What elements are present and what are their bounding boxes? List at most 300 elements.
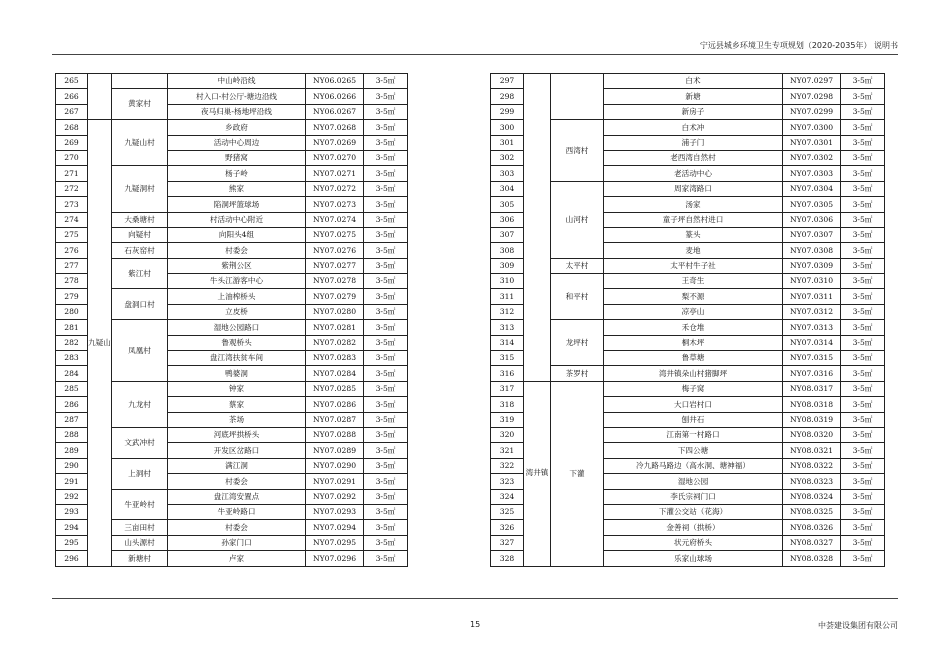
right-toilet-table (490, 73, 885, 567)
village-cell: 龙坪村 (551, 320, 604, 366)
location-cell: 活动中心周边 (168, 135, 306, 150)
location-cell: 上油榨桥头 (168, 289, 306, 304)
area-cell: 3-5㎡ (364, 320, 408, 335)
area-cell: 3-5㎡ (841, 135, 885, 150)
row-number-cell: 280 (56, 304, 88, 319)
location-cell: 中山岭沿线 (168, 74, 306, 89)
code-cell: NY07.0277 (306, 258, 364, 273)
row-number-cell: 314 (491, 335, 524, 350)
area-cell: 3-5㎡ (841, 351, 885, 366)
location-cell: 向阳头4组 (168, 227, 306, 242)
village-cell: 向疑村 (112, 227, 168, 242)
table-row (491, 366, 885, 381)
area-cell: 3-5㎡ (364, 458, 408, 473)
location-cell: 老西湾自然村 (604, 150, 783, 165)
area-cell: 3-5㎡ (841, 120, 885, 135)
code-cell: NY07.0283 (306, 351, 364, 366)
location-cell: 紫荆公区 (168, 258, 306, 273)
code-cell: NY07.0285 (306, 381, 364, 396)
area-cell: 3-5㎡ (364, 150, 408, 165)
location-cell: 冷九路马路边（高水洞、塘神福） (604, 458, 783, 473)
row-number-cell: 285 (56, 381, 88, 396)
row-number-cell: 296 (56, 551, 88, 566)
location-cell: 汤家 (604, 197, 783, 212)
code-cell: NY08.0319 (783, 412, 841, 427)
row-number-cell: 304 (491, 181, 524, 196)
area-cell: 3-5㎡ (364, 212, 408, 227)
village-cell: 山河村 (551, 181, 604, 258)
village-cell: 盘洞口村 (112, 289, 168, 320)
area-cell: 3-5㎡ (364, 227, 408, 242)
row-number-cell: 287 (56, 412, 88, 427)
area-cell: 3-5㎡ (364, 412, 408, 427)
location-cell: 老活动中心 (604, 166, 783, 181)
code-cell: NY07.0310 (783, 274, 841, 289)
location-cell: 杨子岭 (168, 166, 306, 181)
row-number-cell: 279 (56, 289, 88, 304)
row-number-cell: 299 (491, 104, 524, 119)
row-number-cell: 317 (491, 381, 524, 396)
code-cell: NY07.0291 (306, 474, 364, 489)
row-number-cell: 325 (491, 504, 524, 519)
location-cell: 陷洞坪篮球场 (168, 197, 306, 212)
area-cell: 3-5㎡ (841, 74, 885, 89)
row-number-cell: 270 (56, 150, 88, 165)
area-cell: 3-5㎡ (841, 474, 885, 489)
village-cell: 和平村 (551, 274, 604, 320)
location-cell: 鲁草塘 (604, 351, 783, 366)
table-row (491, 274, 885, 289)
row-number-cell: 282 (56, 335, 88, 350)
code-cell: NY07.0274 (306, 212, 364, 227)
code-cell: NY07.0292 (306, 489, 364, 504)
area-cell: 3-5㎡ (841, 535, 885, 550)
table-row (56, 74, 408, 89)
row-number-cell: 290 (56, 458, 88, 473)
location-cell: 大口岩村口 (604, 397, 783, 412)
code-cell: NY08.0318 (783, 397, 841, 412)
row-number-cell: 319 (491, 412, 524, 427)
area-cell: 3-5㎡ (841, 150, 885, 165)
location-cell: 刨井石 (604, 412, 783, 427)
location-cell: 牛头江游客中心 (168, 274, 306, 289)
village-cell: 茶罗村 (551, 366, 604, 381)
area-cell: 3-5㎡ (841, 520, 885, 535)
code-cell: NY07.0311 (783, 289, 841, 304)
area-cell: 3-5㎡ (841, 104, 885, 119)
row-number-cell: 293 (56, 504, 88, 519)
code-cell: NY08.0323 (783, 474, 841, 489)
code-cell: NY07.0299 (783, 104, 841, 119)
location-cell: 白术冲 (604, 120, 783, 135)
location-cell: 周家湾路口 (604, 181, 783, 196)
row-number-cell: 295 (56, 535, 88, 550)
code-cell: NY07.0275 (306, 227, 364, 242)
row-number-cell: 324 (491, 489, 524, 504)
code-cell: NY07.0287 (306, 412, 364, 427)
table-row (491, 74, 885, 89)
row-number-cell: 310 (491, 274, 524, 289)
row-number-cell: 316 (491, 366, 524, 381)
code-cell: NY07.0312 (783, 304, 841, 319)
location-cell: 梨不源 (604, 289, 783, 304)
code-cell: NY07.0290 (306, 458, 364, 473)
code-cell: NY07.0303 (783, 166, 841, 181)
location-cell: 太平村牛子社 (604, 258, 783, 273)
area-cell: 3-5㎡ (364, 489, 408, 504)
village-cell: 上洞村 (112, 458, 168, 489)
area-cell: 3-5㎡ (841, 504, 885, 519)
location-cell: 湾井镇朵山村猪脚坪 (604, 366, 783, 381)
row-number-cell: 291 (56, 474, 88, 489)
code-cell: NY07.0302 (783, 150, 841, 165)
area-cell: 3-5㎡ (841, 227, 885, 242)
location-cell: 王奇生 (604, 274, 783, 289)
row-number-cell: 269 (56, 135, 88, 150)
location-cell: 孙家门口 (168, 535, 306, 550)
code-cell: NY07.0304 (783, 181, 841, 196)
row-number-cell: 281 (56, 320, 88, 335)
area-cell: 3-5㎡ (841, 274, 885, 289)
area-cell: 3-5㎡ (364, 304, 408, 319)
code-cell: NY07.0286 (306, 397, 364, 412)
code-cell: NY07.0281 (306, 320, 364, 335)
code-cell: NY06.0266 (306, 89, 364, 104)
area-cell: 3-5㎡ (841, 197, 885, 212)
code-cell: NY07.0280 (306, 304, 364, 319)
row-number-cell: 320 (491, 427, 524, 442)
location-cell: 篆头 (604, 227, 783, 242)
code-cell: NY07.0305 (783, 197, 841, 212)
village-cell: 新塘村 (112, 551, 168, 566)
village-cell: 大桑塘村 (112, 212, 168, 227)
row-number-cell: 301 (491, 135, 524, 150)
location-cell: 村活动中心附近 (168, 212, 306, 227)
row-number-cell: 298 (491, 89, 524, 104)
location-cell: 村委会 (168, 243, 306, 258)
location-cell: 江南第一村路口 (604, 427, 783, 442)
code-cell: NY08.0322 (783, 458, 841, 473)
area-cell: 3-5㎡ (841, 304, 885, 319)
code-cell: NY07.0268 (306, 120, 364, 135)
page-number: 15 (470, 620, 481, 629)
left-toilet-table (55, 73, 408, 567)
area-cell: 3-5㎡ (364, 197, 408, 212)
location-cell: 夜马归巢-杨地坪沿线 (168, 104, 306, 119)
area-cell: 3-5㎡ (841, 458, 885, 473)
row-number-cell: 274 (56, 212, 88, 227)
area-cell: 3-5㎡ (364, 104, 408, 119)
village-cell: 牛亚岭村 (112, 489, 168, 520)
table-row (491, 181, 885, 196)
location-cell: 麦地 (604, 243, 783, 258)
row-number-cell: 271 (56, 166, 88, 181)
code-cell: NY07.0295 (306, 535, 364, 550)
code-cell: NY07.0308 (783, 243, 841, 258)
area-cell: 3-5㎡ (364, 381, 408, 396)
row-number-cell: 273 (56, 197, 88, 212)
area-cell: 3-5㎡ (364, 289, 408, 304)
village-cell: 下灌 (551, 381, 604, 566)
village-cell (112, 74, 168, 89)
location-cell: 开发区岔路口 (168, 443, 306, 458)
location-cell: 童子坪自然村进口 (604, 212, 783, 227)
location-cell: 下灌公交站（花海） (604, 504, 783, 519)
location-cell: 金善祠（拱桥） (604, 520, 783, 535)
location-cell: 村委会 (168, 474, 306, 489)
code-cell: NY07.0272 (306, 181, 364, 196)
table-row (491, 258, 885, 273)
header-divider (52, 54, 898, 55)
village-cell: 九疑洞村 (112, 166, 168, 212)
row-number-cell: 303 (491, 166, 524, 181)
row-number-cell: 277 (56, 258, 88, 273)
area-cell: 3-5㎡ (841, 366, 885, 381)
row-number-cell: 312 (491, 304, 524, 319)
location-cell: 白术 (604, 74, 783, 89)
code-cell: NY07.0314 (783, 335, 841, 350)
area-cell: 3-5㎡ (841, 443, 885, 458)
row-number-cell: 286 (56, 397, 88, 412)
code-cell: NY07.0278 (306, 274, 364, 289)
location-cell: 浦子门 (604, 135, 783, 150)
row-number-cell: 297 (491, 74, 524, 89)
town-cell: 湾井镇 (524, 381, 551, 566)
area-cell: 3-5㎡ (841, 89, 885, 104)
area-cell: 3-5㎡ (841, 320, 885, 335)
code-cell: NY07.0316 (783, 366, 841, 381)
area-cell: 3-5㎡ (841, 289, 885, 304)
location-cell: 李氏宗祠门口 (604, 489, 783, 504)
area-cell: 3-5㎡ (364, 135, 408, 150)
location-cell: 湿地公园 (604, 474, 783, 489)
location-cell: 村委会 (168, 520, 306, 535)
area-cell: 3-5㎡ (364, 258, 408, 273)
table-row (491, 381, 885, 396)
table-row (491, 120, 885, 135)
row-number-cell: 305 (491, 197, 524, 212)
code-cell: NY07.0294 (306, 520, 364, 535)
area-cell: 3-5㎡ (841, 243, 885, 258)
location-cell: 乐家山球场 (604, 551, 783, 566)
location-cell: 状元府桥头 (604, 535, 783, 550)
village-cell: 山头源村 (112, 535, 168, 550)
row-number-cell: 323 (491, 474, 524, 489)
row-number-cell: 283 (56, 351, 88, 366)
code-cell: NY07.0289 (306, 443, 364, 458)
area-cell: 3-5㎡ (364, 243, 408, 258)
location-cell: 下四公塘 (604, 443, 783, 458)
location-cell: 立皮桥 (168, 304, 306, 319)
company-name: 中荟建设集团有限公司 (818, 621, 898, 630)
code-cell: NY08.0317 (783, 381, 841, 396)
location-cell: 满江洞 (168, 458, 306, 473)
row-number-cell: 306 (491, 212, 524, 227)
row-number-cell: 308 (491, 243, 524, 258)
area-cell: 3-5㎡ (841, 181, 885, 196)
code-cell: NY07.0300 (783, 120, 841, 135)
row-number-cell: 322 (491, 458, 524, 473)
row-number-cell: 300 (491, 120, 524, 135)
row-number-cell: 315 (491, 351, 524, 366)
row-number-cell: 327 (491, 535, 524, 550)
area-cell: 3-5㎡ (364, 474, 408, 489)
area-cell: 3-5㎡ (364, 520, 408, 535)
document-header: 宁远县城乡环境卫生专项规划（2020-2035年） 说明书 (699, 41, 898, 50)
code-cell: NY07.0270 (306, 150, 364, 165)
location-cell: 蔡家 (168, 397, 306, 412)
footer-divider (52, 598, 898, 599)
code-cell: NY07.0315 (783, 351, 841, 366)
area-cell: 3-5㎡ (841, 335, 885, 350)
row-number-cell: 313 (491, 320, 524, 335)
location-cell: 鲁观桥头 (168, 335, 306, 350)
town-cell (88, 74, 112, 120)
code-cell: NY08.0328 (783, 551, 841, 566)
location-cell: 凉亭山 (604, 304, 783, 319)
code-cell: NY06.0265 (306, 74, 364, 89)
row-number-cell: 328 (491, 551, 524, 566)
location-cell: 钟家 (168, 381, 306, 396)
village-cell: 黄家村 (112, 89, 168, 120)
village-cell: 文武冲村 (112, 427, 168, 458)
row-number-cell: 266 (56, 89, 88, 104)
row-number-cell: 292 (56, 489, 88, 504)
location-cell: 村入口-村公厅-塘边沿线 (168, 89, 306, 104)
area-cell: 3-5㎡ (364, 443, 408, 458)
area-cell: 3-5㎡ (364, 366, 408, 381)
code-cell: NY07.0301 (783, 135, 841, 150)
area-cell: 3-5㎡ (364, 89, 408, 104)
town-cell (524, 74, 551, 382)
village-cell: 凤凰村 (112, 320, 168, 382)
area-cell: 3-5㎡ (364, 397, 408, 412)
code-cell: NY07.0297 (783, 74, 841, 89)
code-cell: NY08.0327 (783, 535, 841, 550)
area-cell: 3-5㎡ (364, 351, 408, 366)
area-cell: 3-5㎡ (364, 551, 408, 566)
row-number-cell: 321 (491, 443, 524, 458)
code-cell: NY07.0273 (306, 197, 364, 212)
row-number-cell: 311 (491, 289, 524, 304)
row-number-cell: 267 (56, 104, 88, 119)
area-cell: 3-5㎡ (364, 335, 408, 350)
area-cell: 3-5㎡ (364, 181, 408, 196)
location-cell: 新房子 (604, 104, 783, 119)
village-cell: 九疑山村 (112, 120, 168, 166)
area-cell: 3-5㎡ (841, 489, 885, 504)
code-cell: NY07.0307 (783, 227, 841, 242)
area-cell: 3-5㎡ (841, 212, 885, 227)
code-cell: NY07.0282 (306, 335, 364, 350)
location-cell: 湿地公园路口 (168, 320, 306, 335)
location-cell: 新塘 (604, 89, 783, 104)
area-cell: 3-5㎡ (841, 551, 885, 566)
row-number-cell: 278 (56, 274, 88, 289)
row-number-cell: 318 (491, 397, 524, 412)
area-cell: 3-5㎡ (841, 397, 885, 412)
location-cell: 卢家 (168, 551, 306, 566)
code-cell: NY07.0293 (306, 504, 364, 519)
row-number-cell: 294 (56, 520, 88, 535)
area-cell: 3-5㎡ (841, 412, 885, 427)
row-number-cell: 288 (56, 427, 88, 442)
code-cell: NY07.0309 (783, 258, 841, 273)
code-cell: NY07.0269 (306, 135, 364, 150)
village-cell (551, 74, 604, 120)
code-cell: NY07.0279 (306, 289, 364, 304)
table-row (491, 320, 885, 335)
area-cell: 3-5㎡ (841, 166, 885, 181)
village-cell: 石灰窑村 (112, 243, 168, 258)
row-number-cell: 302 (491, 150, 524, 165)
area-cell: 3-5㎡ (841, 381, 885, 396)
code-cell: NY07.0298 (783, 89, 841, 104)
area-cell: 3-5㎡ (364, 74, 408, 89)
location-cell: 禾仓堆 (604, 320, 783, 335)
location-cell: 河底坪拱桥头 (168, 427, 306, 442)
area-cell: 3-5㎡ (364, 166, 408, 181)
row-number-cell: 309 (491, 258, 524, 273)
code-cell: NY07.0296 (306, 551, 364, 566)
village-cell: 三亩田村 (112, 520, 168, 535)
location-cell: 乡政府 (168, 120, 306, 135)
code-cell: NY08.0324 (783, 489, 841, 504)
code-cell: NY07.0313 (783, 320, 841, 335)
code-cell: NY07.0276 (306, 243, 364, 258)
location-cell: 牛亚岭路口 (168, 504, 306, 519)
code-cell: NY08.0326 (783, 520, 841, 535)
location-cell: 茶场 (168, 412, 306, 427)
area-cell: 3-5㎡ (364, 504, 408, 519)
area-cell: 3-5㎡ (364, 427, 408, 442)
location-cell: 桐木坪 (604, 335, 783, 350)
code-cell: NY08.0320 (783, 427, 841, 442)
row-number-cell: 272 (56, 181, 88, 196)
code-cell: NY07.0284 (306, 366, 364, 381)
row-number-cell: 284 (56, 366, 88, 381)
village-cell: 西湾村 (551, 120, 604, 182)
code-cell: NY07.0306 (783, 212, 841, 227)
village-cell: 太平村 (551, 258, 604, 273)
area-cell: 3-5㎡ (364, 120, 408, 135)
code-cell: NY07.0271 (306, 166, 364, 181)
row-number-cell: 275 (56, 227, 88, 242)
area-cell: 3-5㎡ (841, 427, 885, 442)
location-cell: 盘江湾安置点 (168, 489, 306, 504)
code-cell: NY07.0288 (306, 427, 364, 442)
row-number-cell: 326 (491, 520, 524, 535)
village-cell: 九龙村 (112, 381, 168, 427)
location-cell: 鸭婆洞 (168, 366, 306, 381)
code-cell: NY08.0321 (783, 443, 841, 458)
row-number-cell: 268 (56, 120, 88, 135)
area-cell: 3-5㎡ (364, 535, 408, 550)
code-cell: NY06.0267 (306, 104, 364, 119)
row-number-cell: 276 (56, 243, 88, 258)
area-cell: 3-5㎡ (364, 274, 408, 289)
row-number-cell: 307 (491, 227, 524, 242)
location-cell: 梅子窝 (604, 381, 783, 396)
location-cell: 熊家 (168, 181, 306, 196)
town-cell: 九疑山 (88, 120, 112, 566)
row-number-cell: 289 (56, 443, 88, 458)
table-row (56, 120, 408, 135)
location-cell: 野猪窝 (168, 150, 306, 165)
village-cell: 紫江村 (112, 258, 168, 289)
area-cell: 3-5㎡ (841, 258, 885, 273)
location-cell: 盘江湾扶贫车间 (168, 351, 306, 366)
